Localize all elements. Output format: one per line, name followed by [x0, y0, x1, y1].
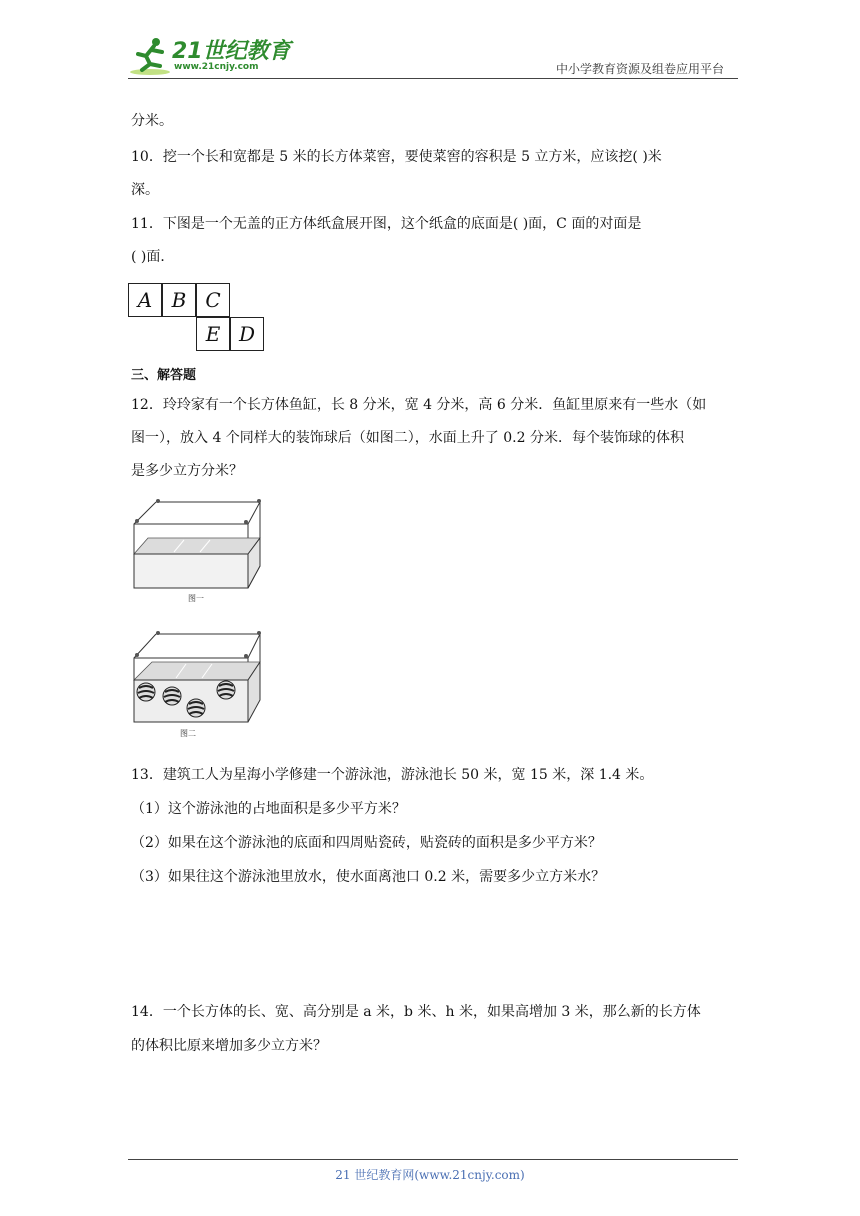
- question-12-line-2: 图一），放入 4 个同样大的装饰球后（如图二），水面上升了 0.2 分米．每个装饰球的体积: [131, 430, 684, 446]
- runner-logo-icon: [128, 34, 172, 78]
- question-11-line-1: 11．下图是一个无盖的正方体纸盒展开图，这个纸盒的底面是( )面，C 面的对面是: [131, 216, 642, 232]
- question-14-line-2: 的体积比原来增加多少立方米？: [131, 1038, 327, 1054]
- fish-tank-figure-1: [128, 494, 268, 606]
- figure-1-caption: 图一: [188, 594, 204, 603]
- net-face-e: E: [196, 317, 230, 351]
- page-header: [128, 28, 738, 80]
- logo-text: 21世纪教育: [172, 39, 291, 64]
- net-face-d: D: [230, 317, 264, 351]
- question-11-line-2: ( )面．: [131, 249, 175, 265]
- text-line-continued: 分米。: [131, 113, 173, 129]
- decoration-ball-icon: [137, 683, 155, 701]
- site-logo: [128, 34, 298, 78]
- question-10-line-2: 深。: [131, 182, 159, 198]
- logo-url: www.21cnjy.com: [174, 62, 259, 72]
- figure-2-caption: 图二: [180, 729, 196, 738]
- question-13-part-2: （2）如果在这个游泳池的底面和四周贴瓷砖，贴瓷砖的面积是多少平方米？: [131, 835, 602, 851]
- net-face-b: B: [162, 283, 196, 317]
- fish-tank-figure-2: [128, 628, 268, 742]
- platform-name: 中小学教育资源及组卷应用平台: [555, 62, 724, 76]
- page-footer: 21 世纪教育网(www.21cnjy.com): [335, 1168, 525, 1182]
- decoration-ball-icon: [163, 687, 181, 705]
- section-heading-answers: 三、解答题: [131, 368, 197, 383]
- net-face-a: A: [128, 283, 162, 317]
- footer-divider: [128, 1159, 738, 1160]
- question-12-line-1: 12．玲玲家有一个长方体鱼缸，长 8 分米，宽 4 分米，高 6 分米．鱼缸里原来有一些水（如: [131, 397, 707, 413]
- question-13-part-1: （1）这个游泳池的占地面积是多少平方米？: [131, 801, 406, 817]
- question-10-line-1: 10．挖一个长和宽都是 5 米的长方体菜窖，要使菜窖的容积是 5 立方米，应该挖( )米: [131, 149, 662, 165]
- net-face-c: C: [196, 283, 230, 317]
- decoration-ball-icon: [217, 681, 235, 699]
- decoration-ball-icon: [187, 699, 205, 717]
- question-12-line-3: 是多少立方分米？: [131, 463, 243, 479]
- question-13-part-3: （3）如果往这个游泳池里放水，使水面离池口 0.2 米，需要多少立方米水？: [131, 869, 606, 885]
- question-13: 13．建筑工人为星海小学修建一个游泳池，游泳池长 50 米，宽 15 米，深 1.4 米。: [131, 767, 654, 783]
- header-divider: [128, 78, 738, 79]
- question-14-line-1: 14．一个长方体的长、宽、高分别是 a 米，b 米、h 米，如果高增加 3 米，那么新的长方体: [131, 1004, 701, 1020]
